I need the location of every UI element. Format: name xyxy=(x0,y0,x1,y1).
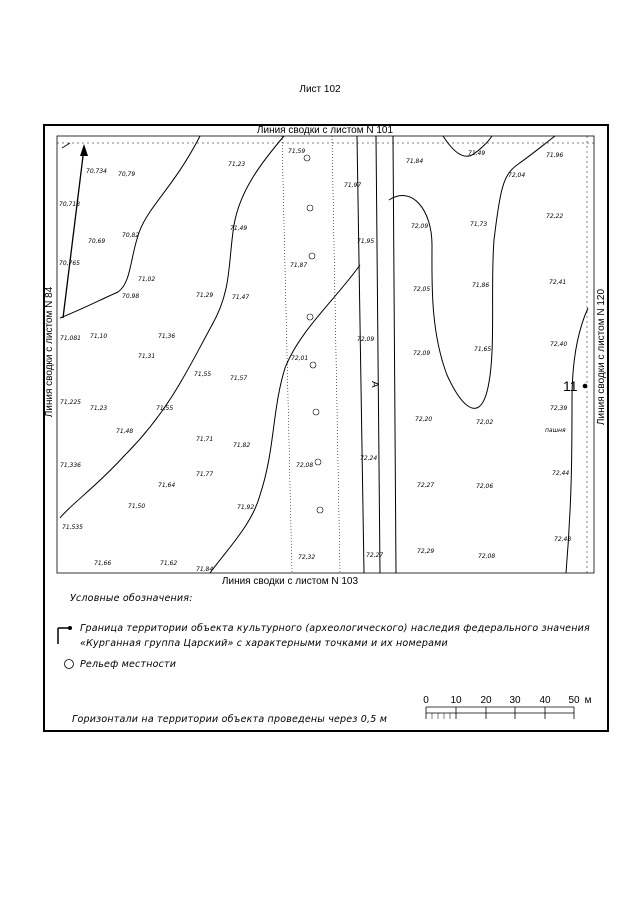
elevation-label: 72,09 xyxy=(357,336,375,343)
elevation-label: 72,20 xyxy=(415,416,433,423)
elevation-label: 71,73 xyxy=(470,221,488,228)
elevation-label: 71,49 xyxy=(230,225,248,232)
legend-boundary-line1: Граница территории объекта культурного (археологического) наследия федерального значения xyxy=(80,623,590,634)
elevation-label: 71,50 xyxy=(128,503,146,510)
elevation-label: 70,718 xyxy=(59,201,80,208)
elevation-label: 72,01 xyxy=(291,355,309,362)
elevation-label: 71,36 xyxy=(158,333,176,340)
elevation-label: 72,29 xyxy=(417,548,435,555)
legend-relief-label: Рельеф местности xyxy=(80,659,177,670)
elevation-label: 72,27 xyxy=(417,482,435,489)
scale-tick-label: 20 xyxy=(480,695,492,706)
elevation-label: 72,24 xyxy=(360,455,378,462)
legend-boundary-line2: «Курганная группа Царский» с характерными точками и их номерами xyxy=(80,638,448,649)
elevation-label: 71,96 xyxy=(546,152,564,159)
elevation-label: 72,09 xyxy=(411,223,429,230)
elevation-label: 71,02 xyxy=(138,276,156,283)
elevation-label: 71,47 xyxy=(232,294,250,301)
elevation-label: 71,71 xyxy=(196,436,214,443)
elevation-label: 71,86 xyxy=(472,282,490,289)
elevation-label: 71,49 xyxy=(468,150,486,157)
elevation-label: 70,79 xyxy=(118,171,136,178)
edge-label-bottom: Линия сводки с листом N 103 xyxy=(221,576,359,587)
elevation-label: 71,336 xyxy=(60,462,81,469)
elevation-label: 72,05 xyxy=(413,286,431,293)
elevation-label: 71,65 xyxy=(474,346,492,353)
scale-tick-label: 0 xyxy=(423,695,429,706)
elevation-label: 70,765 xyxy=(59,260,80,267)
elevation-label: 71,82 xyxy=(233,442,251,449)
elevation-label: 72,40 xyxy=(550,341,568,348)
elevation-label: 71,59 xyxy=(288,148,306,155)
scale-tick-label: 50 xyxy=(568,695,580,706)
elevation-label: 72,27 xyxy=(366,552,384,559)
edge-label-top: Линия сводки с листом N 101 xyxy=(256,125,394,136)
elevation-label: 70,82 xyxy=(122,232,140,239)
elevation-label: 71,55 xyxy=(156,405,174,412)
elevation-label: 71,225 xyxy=(60,399,81,406)
road-label: А xyxy=(369,381,380,388)
elevation-label: 71,84 xyxy=(406,158,424,165)
point-number: 11 xyxy=(563,378,578,394)
elevation-label: 70,69 xyxy=(88,238,106,245)
elevation-label: 72,04 xyxy=(508,172,526,179)
elevation-label: 71,29 xyxy=(196,292,214,299)
elevation-label: 70,734 xyxy=(86,168,107,175)
elevation-label: 71,081 xyxy=(60,335,81,342)
edge-label-right: Линия сводки с листом N 120 xyxy=(596,288,607,426)
elevation-label: 72,08 xyxy=(296,462,314,469)
elevation-label: 71,64 xyxy=(158,482,176,489)
scale-tick-label: 10 xyxy=(450,695,462,706)
scale-unit: м xyxy=(584,695,592,706)
elevation-label: 71,48 xyxy=(116,428,134,435)
elevation-label: 71,23 xyxy=(228,161,246,168)
scale-tick-label: 40 xyxy=(539,695,551,706)
legend-contour-note: Горизонтали на территории объекта проведены через 0,5 м xyxy=(72,714,388,725)
elevation-label: 72,32 xyxy=(298,554,316,561)
elevation-label: 71,57 xyxy=(230,375,248,382)
elevation-label: 72,22 xyxy=(546,213,564,220)
elevation-label: 71,66 xyxy=(94,560,112,567)
elevation-label: 71,31 xyxy=(138,353,156,360)
elevation-label: 71,77 xyxy=(196,471,214,478)
elevation-label: 71,84 xyxy=(196,566,214,573)
edge-label-left: Линия сводки с листом N 84 xyxy=(44,286,55,418)
elevation-label: 72,09 xyxy=(413,350,431,357)
elevation-label: 72,08 xyxy=(478,553,496,560)
field-label: пашня xyxy=(545,427,566,434)
elevation-label: 71,55 xyxy=(194,371,212,378)
elevation-label: 72,48 xyxy=(554,536,572,543)
elevation-label: 71,10 xyxy=(90,333,108,340)
elevation-label: 71,62 xyxy=(160,560,178,567)
scale-tick-label: 30 xyxy=(509,695,521,706)
legend-title: Условные обозначения: xyxy=(70,593,193,604)
elevation-label: 71,87 xyxy=(290,262,308,269)
elevation-label: 71,97 xyxy=(344,182,362,189)
elevation-label: 71,95 xyxy=(357,238,375,245)
elevation-label: 72,02 xyxy=(476,419,494,426)
elevation-label: 72,44 xyxy=(552,470,570,477)
elevation-label: 70,98 xyxy=(122,293,140,300)
elevation-label: 72,41 xyxy=(549,279,567,286)
elevation-label: 71,535 xyxy=(62,524,83,531)
elevation-label: 71,23 xyxy=(90,405,108,412)
elevation-label: 72,39 xyxy=(550,405,568,412)
elevation-label: 71,92 xyxy=(237,504,255,511)
elevation-label: 72,06 xyxy=(476,483,494,490)
sheet-title: Лист 102 xyxy=(299,84,341,95)
